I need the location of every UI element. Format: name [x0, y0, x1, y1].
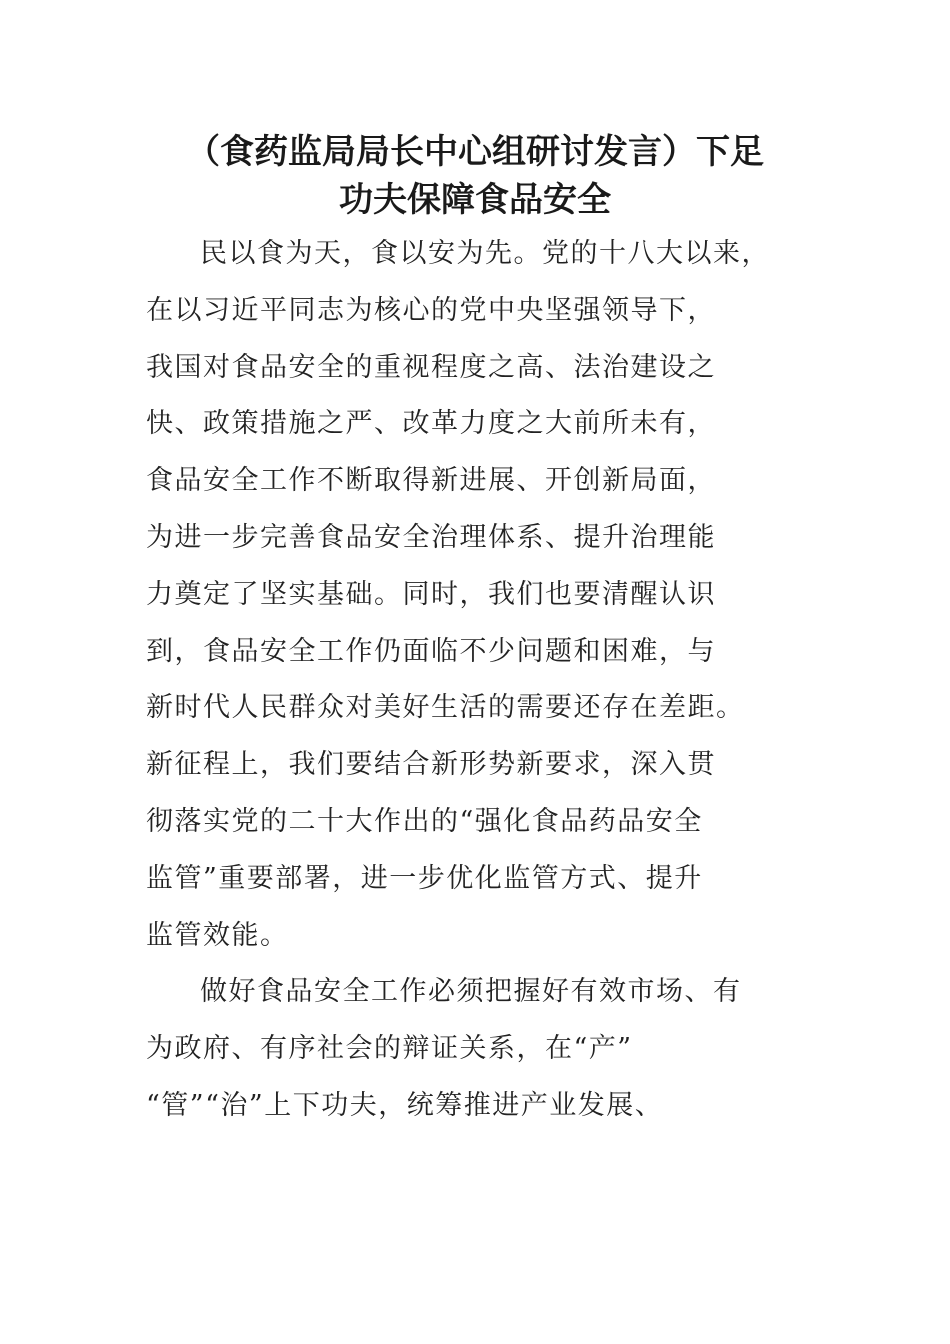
paragraph-1: [146, 226, 826, 964]
paragraph-line: 我国对食品安全的重视程度之高、法治建设之: [146, 351, 716, 383]
paragraph-line: 新征程上，我们要结合新形势新要求，深入贯: [146, 749, 716, 781]
document-title: [140, 128, 810, 224]
title-line-2: 功夫保障食品安全: [339, 180, 611, 220]
paragraph-line: 为进一步完善食品安全治理体系、提升治理能: [146, 521, 716, 553]
paragraph-line: 新时代人民群众对美好生活的需要还存在差距。: [146, 692, 745, 724]
paragraph-line: “管”“治”上下功夫，统筹推进产业发展、: [146, 1089, 664, 1121]
paragraph-line: 民以食为天，食以安为先。党的十八大以来，: [200, 238, 770, 269]
paragraph-2: [146, 964, 826, 1134]
paragraph-line: 做好食品安全工作必须把握好有效市场、有: [200, 976, 742, 1008]
paragraph-line: 快、政策措施之严、改革力度之大前所未有，: [146, 408, 716, 440]
paragraph-line: 监管效能。: [146, 919, 289, 951]
paragraph-line: 在以习近平同志为核心的党中央坚强领导下，: [146, 294, 716, 326]
paragraph-line: 彻落实党的二十大作出的“强化食品药品安全: [146, 805, 703, 837]
document-body: [146, 226, 826, 1135]
paragraph-line: 力奠定了坚实基础。同时，我们也要清醒认识: [146, 578, 716, 610]
paragraph-line: 到，食品安全工作仍面临不少问题和困难，与: [146, 635, 716, 667]
paragraph-line: 为政府、有序社会的辩证关系，在“产”: [146, 1033, 633, 1065]
paragraph-line: 食品安全工作不断取得新进展、开创新局面，: [146, 465, 716, 497]
paragraph-line: 监管”重要部署，进一步优化监管方式、提升: [146, 862, 703, 894]
title-line-1: （食药监局局长中心组研讨发言）下足: [186, 132, 764, 172]
